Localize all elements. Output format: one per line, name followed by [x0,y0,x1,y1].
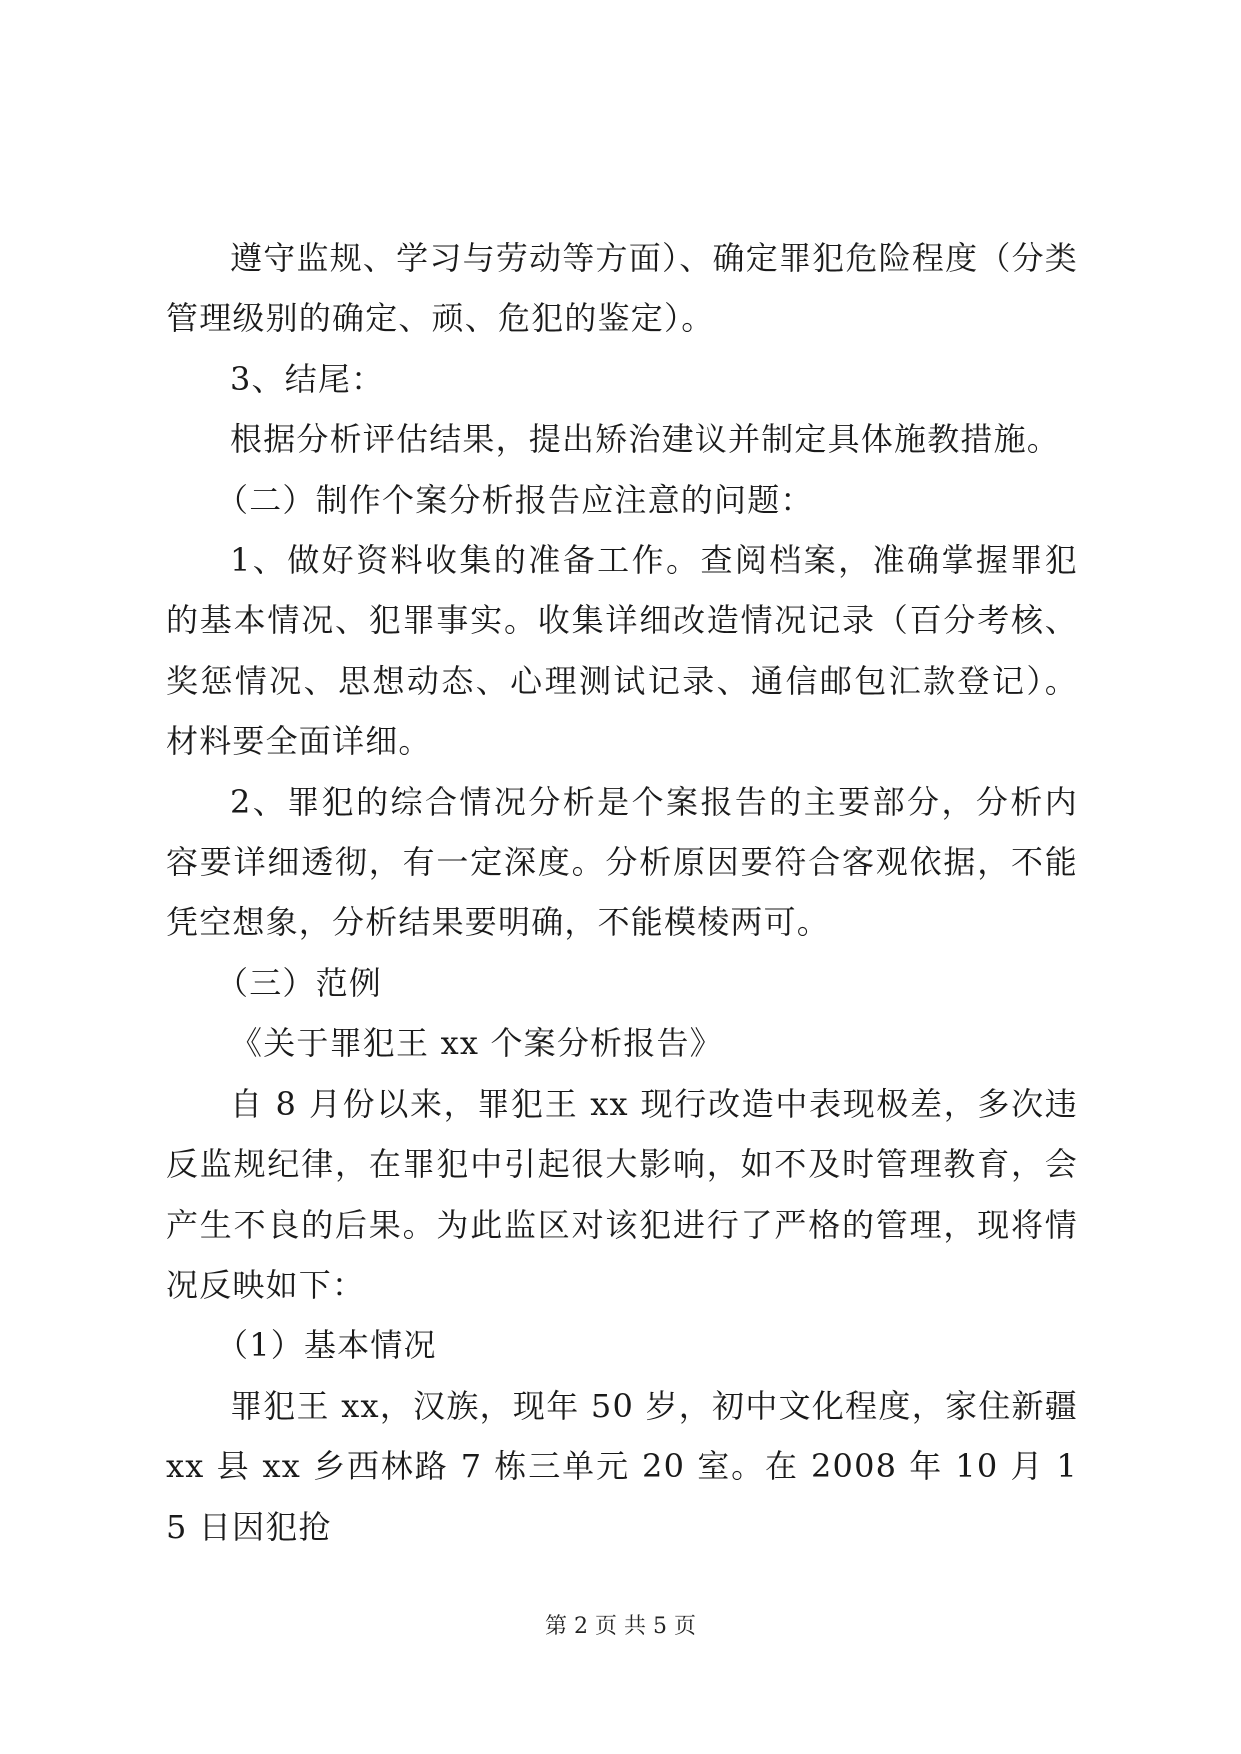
paragraph-basic-info: 罪犯王 xx，汉族，现年 50 岁，初中文化程度，家住新疆 xx 县 xx 乡西林路 7 栋三单元 20 室。在 2008 年 10 月 15 日因犯抢 [166,1386,1078,1546]
subheading-basic-info: （1）基本情况 [216,1326,437,1365]
example-report-title: 《关于罪犯王 xx 个案分析报告》 [230,1024,723,1063]
body-text [166,228,1078,1557]
paragraph-note-1: 1、做好资料收集的准备工作。查阅档案，准确掌握罪犯的基本情况、犯罪事实。收集详细改造情况记录（百分考核、奖惩情况、思想动态、心理测试记录、通信邮包汇款登记）。材料要全面详细。 [166,541,1078,761]
paragraph-example-intro: 自 8 月份以来，罪犯王 xx 现行改造中表现极差，多次违反监规纪律，在罪犯中引起很大影响，如不及时管理教育，会产生不良的后果。为此监区对该犯进行了严格的管理，现将情况反映如下： [166,1084,1078,1304]
paragraph-note-2: 2、罪犯的综合情况分析是个案报告的主要部分，分析内容要详细透彻，有一定深度。分析原因要符合客观依据，不能凭空想象，分析结果要明确，不能模棱两可。 [166,782,1078,942]
paragraph-ending-text: 根据分析评估结果，提出矫治建议并制定具体施教措施。 [230,420,1061,459]
paragraph-continuation: 遵守监规、学习与劳动等方面）、确定罪犯危险程度（分类管理级别的确定、顽、危犯的鉴定）。 [166,239,1078,338]
paragraph-ending-heading: 3、结尾： [230,359,385,398]
section-heading-example: （三）范例 [216,963,383,1002]
section-heading-notes: （二）制作个案分析报告应注意的问题： [216,480,814,519]
page-footer: 第 2 页 共 5 页 [545,1614,696,1639]
